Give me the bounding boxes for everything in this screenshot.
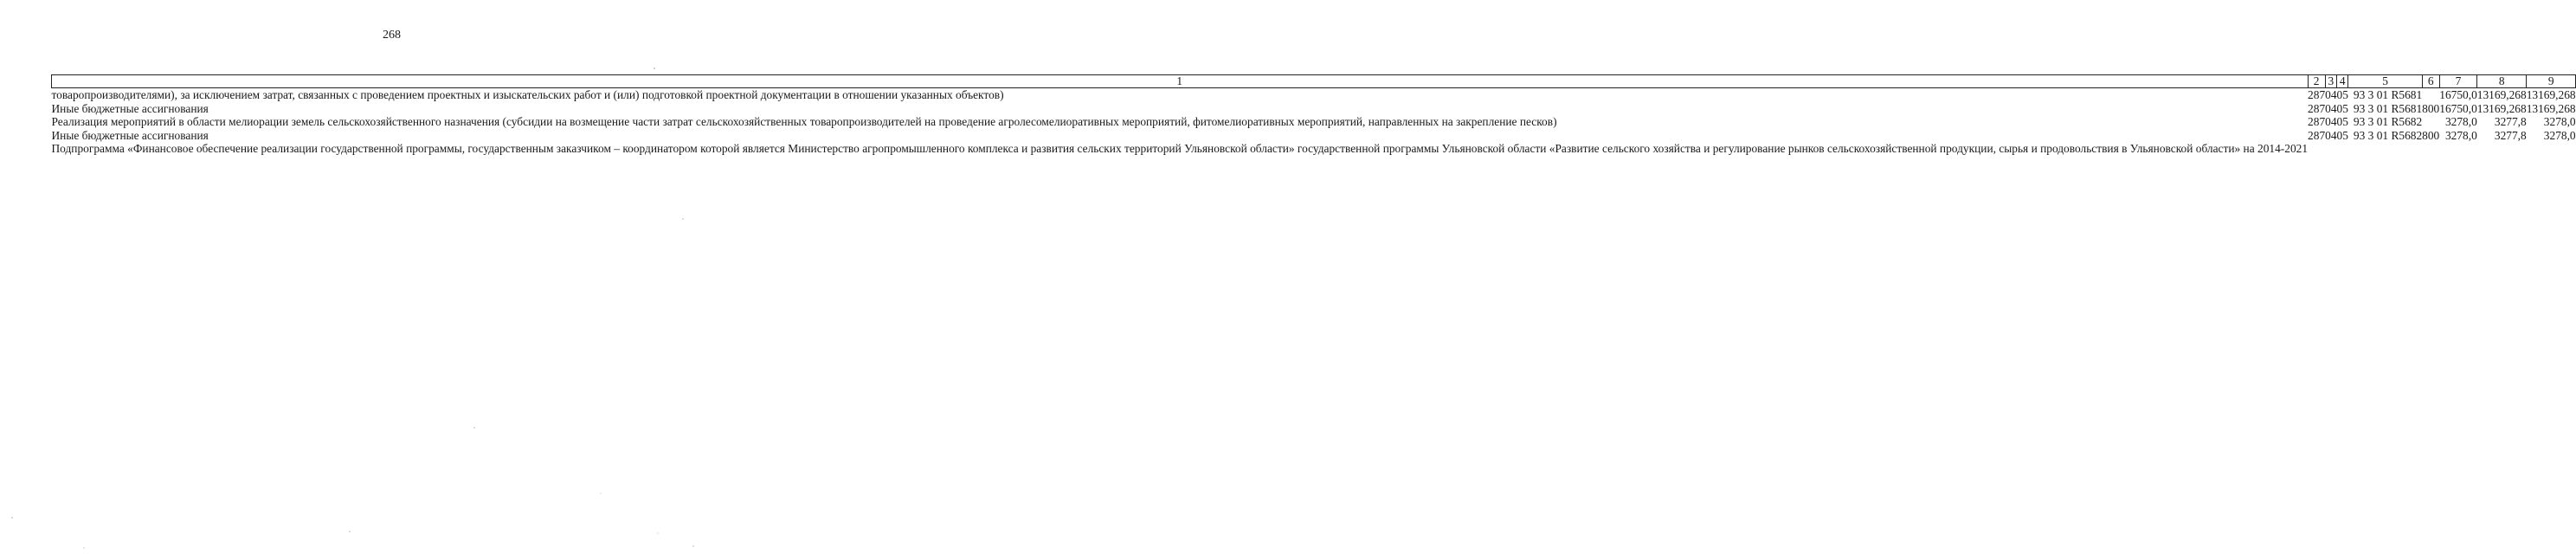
- row-target-article: 93 3 01 R5681: [2353, 88, 2423, 101]
- row-ministry-code: 287: [2308, 115, 2326, 129]
- row-ministry-code: 287: [2308, 128, 2326, 142]
- row-description: Реализация мероприятий в области мелиорации земель сельскохозяйственного назначения (субсидии на возмещение части затрат сельскохозяйственных товаропроизводителей на проведение агролесомелиоративных мероприятий, фитомелиоративных мероприятий, направленных на закрепление песков): [51, 115, 1557, 129]
- row-target-article: 93 3 01 R5682: [2353, 128, 2423, 142]
- row-target-article: 93 3 01 R5682: [2353, 115, 2423, 129]
- row-amount-col7: [2439, 142, 2477, 156]
- row-amount-col9: 3278,0: [2543, 128, 2576, 142]
- row-expense-type: 800: [2422, 128, 2440, 142]
- scan-specks: [0, 0, 783, 554]
- row-description: товаропроизводителями), за исключением затрат, связанных с проведением проектных и изыскательских работ и (или) подготовкой проектной документации в отношении указанных объектов): [51, 88, 1004, 101]
- row-amount-col8: [2477, 142, 2527, 156]
- page-number: 268: [383, 29, 401, 42]
- row-amount-col8: 3277,8: [2494, 128, 2527, 142]
- row-subsection-code: 05: [2336, 115, 2348, 129]
- row-description: Иные бюджетные ассигнования: [51, 128, 209, 142]
- row-subsection-code: 05: [2336, 101, 2348, 115]
- row-ministry-code: [2308, 142, 2325, 156]
- col-header-7: 7: [2439, 75, 2477, 88]
- row-subsection-code: 05: [2336, 128, 2348, 142]
- row-description: Подпрограмма «Финансовое обеспечение реализации государственной программы, государственным заказчиком – координатором которой является Министерство агропромышленного комплекса и развития сельских территорий Ульяновской области» государственной программы Ульяновской области «Развитие сельского хозяйства и регулирование рынков сельскохозяйственной продукции, сырья и продовольствия в Ульяновской области» на 2014-2021: [51, 142, 2309, 156]
- col-header-6: 6: [2422, 75, 2439, 88]
- col-header-5: 5: [2348, 75, 2422, 88]
- col-header-2: 2: [2308, 75, 2325, 88]
- row-amount-col7: 3278,0: [2444, 115, 2477, 129]
- row-amount-col7: 16750,0: [2439, 101, 2477, 115]
- row-amount-col8: 3277,8: [2494, 115, 2527, 129]
- row-amount-col9: 13169,268: [2526, 88, 2576, 101]
- col-header-9: 9: [2527, 75, 2576, 88]
- row-expense-type: [2422, 115, 2439, 129]
- row-expense-type: [2422, 88, 2439, 102]
- row-description: Иные бюджетные ассигнования: [51, 101, 209, 115]
- row-target-article: 93 3 01 R5681: [2353, 101, 2423, 115]
- row-ministry-code: 287: [2308, 101, 2326, 115]
- row-amount-col9: 3278,0: [2543, 115, 2576, 129]
- row-section-code: 04: [2325, 115, 2337, 129]
- row-subsection-code: [2337, 142, 2348, 156]
- row-expense-type: [2422, 142, 2439, 156]
- row-target-article: [2348, 142, 2422, 156]
- row-amount-col9: 13169,268: [2526, 101, 2576, 115]
- row-section-code: 04: [2325, 128, 2337, 142]
- row-section-code: 04: [2325, 101, 2337, 115]
- row-section-code: [2325, 142, 2336, 156]
- row-ministry-code: 287: [2308, 88, 2326, 101]
- row-amount-col8: 13169,268: [2476, 101, 2527, 115]
- row-amount-col8: 13169,268: [2476, 88, 2527, 101]
- row-subsection-code: 05: [2336, 88, 2348, 101]
- row-section-code: 04: [2325, 88, 2337, 101]
- col-header-3: 3: [2325, 75, 2336, 88]
- col-header-1: 1: [52, 75, 2309, 88]
- row-amount-col7: 3278,0: [2444, 128, 2477, 142]
- row-amount-col7: 16750,0: [2439, 88, 2477, 101]
- row-amount-col9: [2527, 142, 2576, 156]
- row-expense-type: 800: [2422, 101, 2440, 115]
- col-header-8: 8: [2477, 75, 2527, 88]
- col-header-4: 4: [2337, 75, 2348, 88]
